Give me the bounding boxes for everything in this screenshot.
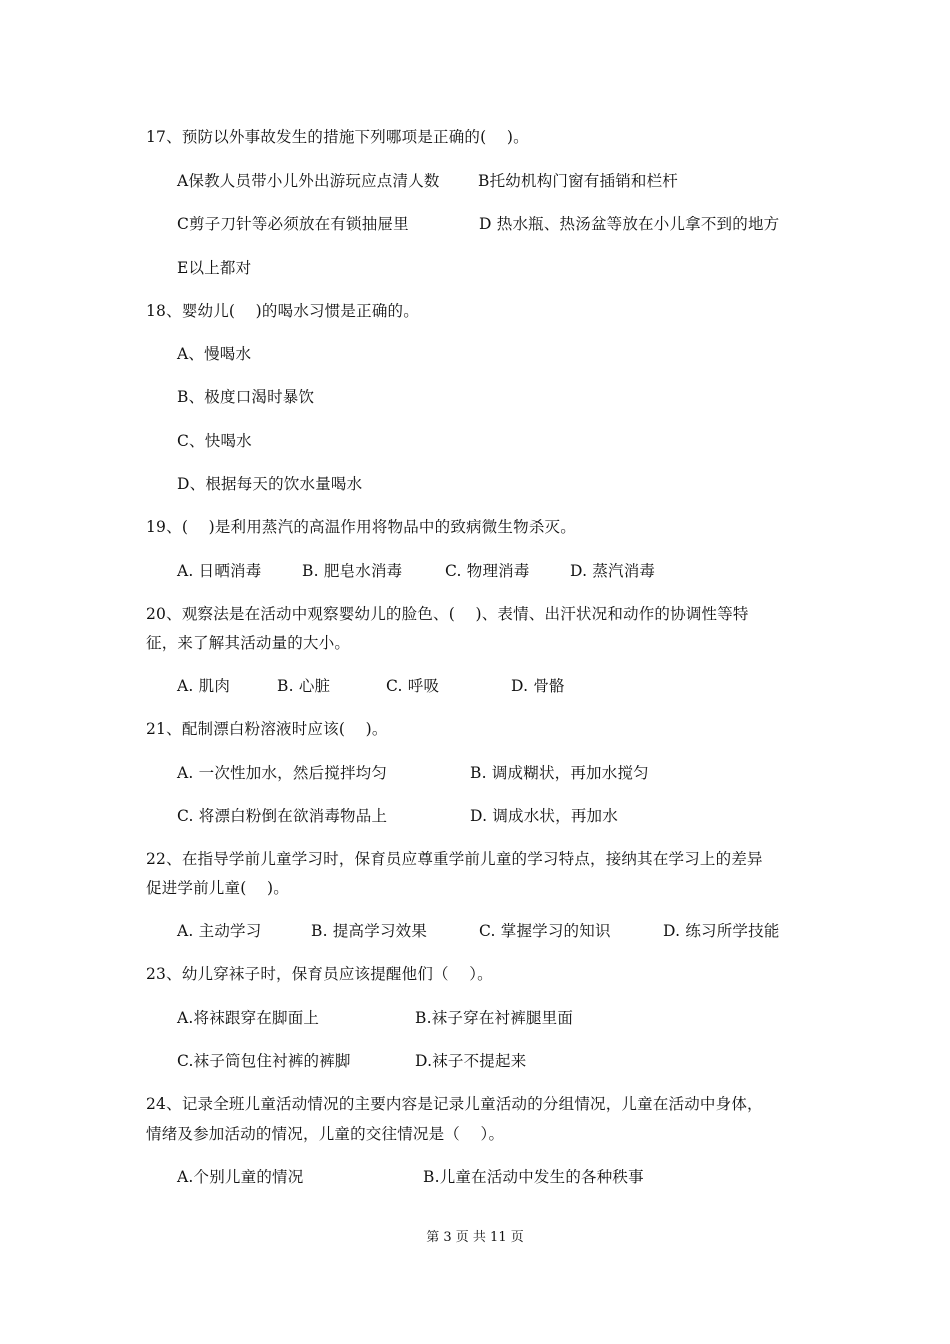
question-22-option-b: B. 提高学习效果 — [311, 922, 428, 940]
question-21-option-d: D. 调成水状，再加水 — [470, 807, 618, 825]
question-18-option-c: C、快喝水 — [177, 432, 252, 450]
question-19-stem: 19、( )是利用蒸汽的高温作用将物品中的致病微生物杀灭。 — [146, 518, 576, 536]
question-17-option-a: A保教人员带小儿外出游玩应点清人数 — [177, 172, 440, 190]
page-footer: 第 3 页 共 11 页 — [426, 1230, 524, 1245]
question-21-option-a: A. 一次性加水，然后搅拌均匀 — [177, 764, 388, 782]
question-20-option-c: C. 呼吸 — [386, 677, 440, 695]
question-19-option-a: A. 日晒消毒 — [177, 562, 262, 580]
question-20-option-a: A. 肌肉 — [177, 677, 231, 695]
question-23-option-b: B.袜子穿在衬裤腿里面 — [415, 1009, 574, 1027]
question-19-option-c: C. 物理消毒 — [445, 562, 530, 580]
question-19-option-b: B. 肥皂水消毒 — [302, 562, 403, 580]
question-17-option-c: C剪子刀针等必须放在有锁抽屉里 — [177, 215, 409, 233]
question-23-option-a: A.将袜跟穿在脚面上 — [177, 1009, 320, 1027]
question-23-option-c: C.袜子筒包住衬裤的裤脚 — [177, 1052, 351, 1070]
question-17-option-b: B托幼机构门窗有插销和栏杆 — [478, 172, 678, 190]
question-20-option-b: B. 心脏 — [277, 677, 331, 695]
question-21-option-c: C. 将漂白粉倒在欲消毒物品上 — [177, 807, 388, 825]
question-17-option-e: E以上都对 — [177, 259, 252, 277]
question-22-option-c: C. 掌握学习的知识 — [479, 922, 611, 940]
question-20-stem-line-2: 征，来了解其活动量的大小。 — [146, 634, 351, 652]
question-20-stem-line-1: 20、观察法是在活动中观察婴幼儿的脸色、( )、表情、出汗状况和动作的协调性等特 — [146, 605, 749, 623]
question-21-option-b: B. 调成糊状，再加水搅匀 — [470, 764, 649, 782]
question-17-stem: 17、预防以外事故发生的措施下列哪项是正确的( )。 — [146, 128, 529, 146]
question-22-stem-line-2: 促进学前儿童( )。 — [146, 879, 289, 897]
question-18-option-b: B、极度口渴时暴饮 — [177, 388, 315, 406]
question-22-option-a: A. 主动学习 — [177, 922, 262, 940]
question-24-stem-line-2: 情绪及参加活动的情况，儿童的交往情况是（ ）。 — [146, 1125, 505, 1143]
question-17-option-d: D 热水瓶、热汤盆等放在小儿拿不到的地方 — [479, 215, 780, 233]
question-22-stem-line-1: 22、在指导学前儿童学习时，保育员应尊重学前儿童的学习特点，接纳其在学习上的差异 — [146, 850, 763, 868]
question-24-stem-line-1: 24、记录全班儿童活动情况的主要内容是记录儿童活动的分组情况，儿童在活动中身体， — [146, 1095, 763, 1113]
question-24-option-b: B.儿童在活动中发生的各种秩事 — [423, 1168, 644, 1186]
question-18-stem: 18、婴幼儿( )的喝水习惯是正确的。 — [146, 302, 419, 320]
question-19-option-d: D. 蒸汽消毒 — [570, 562, 656, 580]
question-20-option-d: D. 骨骼 — [511, 677, 565, 695]
question-24-option-a: A.个别儿童的情况 — [177, 1168, 304, 1186]
question-23-stem: 23、幼儿穿袜子时，保育员应该提醒他们（ ）。 — [146, 965, 493, 983]
question-22-option-d: D. 练习所学技能 — [663, 922, 780, 940]
question-18-option-d: D、根据每天的饮水量喝水 — [177, 475, 363, 493]
question-18-option-a: A、慢喝水 — [177, 345, 252, 363]
question-23-option-d: D.袜子不提起来 — [415, 1052, 527, 1070]
question-21-stem: 21、配制漂白粉溶液时应该( )。 — [146, 720, 388, 738]
